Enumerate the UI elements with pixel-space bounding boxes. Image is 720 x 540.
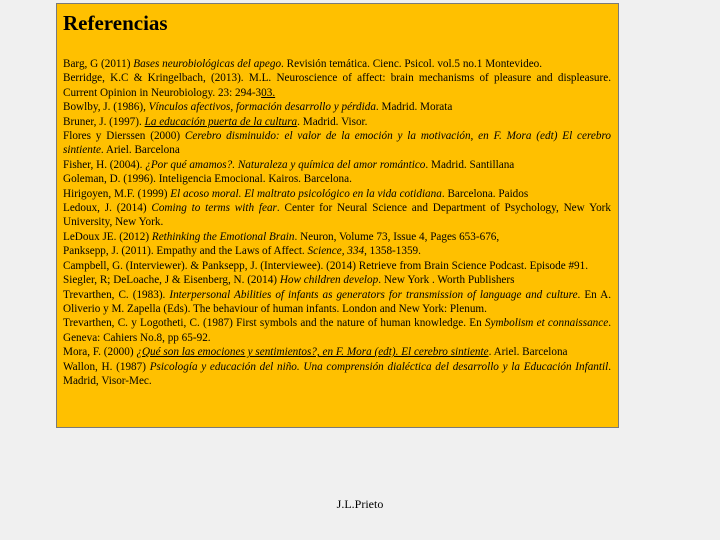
reference-item	[63, 201, 611, 230]
reference-list	[63, 57, 611, 388]
reference-details: . Barcelona. Paidos	[441, 187, 529, 200]
reference-item	[63, 345, 611, 359]
reference-text: Trevarthen, C. (1983).	[63, 288, 170, 301]
reference-text: Barg, G (2011)	[63, 58, 134, 70]
reference-item	[63, 360, 611, 389]
reference-details: . En A. Oliverio y M. Zapella (Eds). The behaviour of human infants. London and New York: Plenum.	[63, 288, 612, 315]
reference-title: Coming to terms with fear	[151, 202, 277, 215]
reference-item	[63, 230, 611, 244]
reference-details: . Ariel. Barcelona	[488, 346, 568, 359]
reference-text: Bruner, J. (1997).	[63, 115, 145, 128]
reference-text: Mora, F. (2000)	[63, 346, 137, 359]
reference-title: Bases neurobiológicas del apego	[133, 58, 282, 70]
reference-text: Goleman, D. (1996). Inteligencia Emocional. Kairos. Barcelona.	[63, 173, 352, 186]
reference-item	[63, 71, 611, 100]
reference-item	[63, 129, 611, 158]
reference-details: . Neuron, Volume 73, Issue 4, Pages 653-676,	[294, 230, 500, 243]
reference-item	[63, 316, 611, 345]
reference-item	[63, 244, 611, 258]
reference-title: Interpersonal Abilities of infants as generators for transmission of language and culture	[169, 288, 578, 301]
reference-details: . Ariel. Barcelona	[100, 144, 180, 157]
reference-text: Panksepp, J. (2011). Empathy and the Laws of Affect.	[63, 245, 308, 258]
reference-item	[63, 172, 611, 186]
reference-text: Berridge, K.C & Kringelbach, (2013). M.L. Neuroscience of affect: brain mechanisms of pleasure and displeasure. Current Opinion in Neurobiology. 23: 294-3	[63, 72, 611, 99]
reference-title: Psicología y educación del niño. Una comprensión dialéctica del desarrollo y la Educación Infantil	[149, 360, 609, 373]
reference-item	[63, 115, 611, 129]
reference-item	[63, 187, 611, 201]
reference-item	[63, 158, 611, 172]
reference-item	[63, 100, 611, 114]
reference-title: Rethinking the Emotional Brain	[151, 230, 295, 243]
reference-details: . Geneva: Cahiers No.8, pp 65-92.	[63, 317, 611, 344]
reference-details: . Center for Neural Science and Department of Psychology, New York University, New York.	[63, 202, 611, 229]
reference-details: . Madrid. Santillana	[425, 158, 515, 171]
page-title: Referencias	[63, 11, 168, 35]
reference-details: . New York . Worth Publishers	[378, 274, 515, 287]
reference-title: ¿Por qué amamos?. Naturaleza y química del amor romántico	[145, 158, 426, 171]
reference-details: , 1358-1359.	[364, 245, 421, 258]
reference-text: Wallon, H. (1987)	[63, 360, 150, 373]
reference-details: . Madrid. Morata	[375, 101, 453, 114]
reference-title: How children develop	[279, 274, 379, 287]
reference-text: Hirigoyen, M.F. (1999)	[63, 187, 171, 200]
reference-title: Symbolism et connaissance	[484, 317, 609, 330]
reference-text: Siegler, R; DeLoache, J & Eisenberg, N. (2014)	[63, 274, 280, 287]
reference-text: Flores y Dierssen (2000)	[63, 130, 185, 143]
reference-title: Science, 334	[307, 245, 365, 258]
reference-item	[63, 259, 611, 273]
reference-item	[63, 57, 611, 71]
author-footer: J.L.Prieto	[336, 497, 384, 511]
reference-item	[63, 288, 611, 317]
reference-details: . Madrid, Visor-Mec.	[63, 360, 611, 387]
reference-title: ¿Qué son las emociones y sentimientos?, en F. Mora (edt). El cerebro sintiente	[136, 346, 489, 359]
reference-title: El acoso moral. El maltrato psicológico en la vida cotidiana	[170, 187, 442, 200]
references-box	[56, 3, 619, 428]
reference-text: Fisher, H. (2004).	[63, 158, 146, 171]
reference-text: Campbell, G. (Interviewer). & Panksepp, J. (Interviewee). (2014) Retrieve from Brain Science Podcast. Episode #91.	[63, 259, 589, 272]
reference-underlined: 03.	[261, 86, 276, 99]
reference-text: Ledoux, J. (2014)	[63, 202, 152, 215]
reference-item	[63, 273, 611, 287]
reference-title: Vínculos afectivos, formación desarrollo y pérdida	[148, 101, 376, 114]
reference-details: . Madrid. Visor.	[297, 115, 368, 128]
reference-text: Bowlby, J. (1986),	[63, 101, 149, 114]
reference-title: Cerebro disminuido: el valor de la emoción y la motivación, en F. Mora (edt) El cerebro sintiente	[63, 130, 611, 157]
reference-text: Trevarthen, C. y Logotheti, C. (1987) First symbols and the nature of human knowledge. En	[63, 317, 485, 330]
reference-title: La educación puerta de la cultura	[144, 115, 298, 128]
reference-text: LeDoux JE. (2012)	[63, 230, 152, 243]
reference-details: . Revisión temática. Cienc. Psicol. vol.5 no.1 Montevideo.	[281, 58, 543, 70]
